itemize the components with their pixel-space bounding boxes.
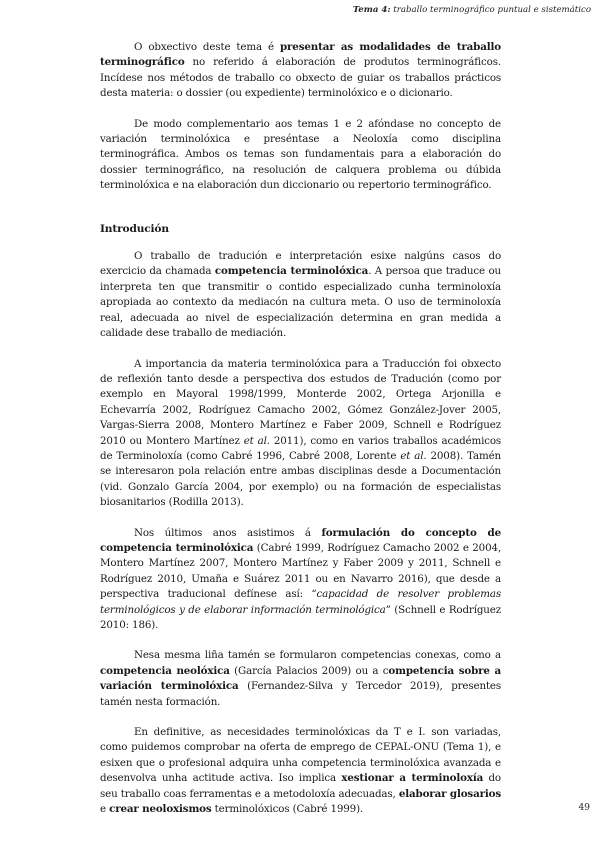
paragraph-objective: O obxectivo deste tema é presentar as modalidades de traballo terminográfico no referido á elaboración de produtos terminográficos. Incídese nos métodos de traballo co obxecto de guiar os traballos prácticos desta materia: o dossier (ou expediente) terminolóxico e o dicionario. <box>100 41 501 100</box>
paragraph-competence: O traballo de tradución e interpretación esixe nalgúns casos do exercicio da chamada competencia terminolóxica. A persoa que traduce ou interpreta ten que transmitir o contido especializado cunha terminoloxía apropiada ao contexto da mediacón na cultura meta. O uso de terminoloxía real, adecuada ao nivel de especialización determina en gran medida a calidade dese traballo de mediación. <box>100 250 501 340</box>
paragraph-formulation: Nos últimos anos asistimos á formulación do concepto de competencia terminolóxica (Cabré 1999, Rodríguez Camacho 2002 e 2004, Montero Martínez 2007, Montero Martínez y Faber 2009 y 2011, Schnell e Rodríguez 2010, Umaña e Suárez 2011 ou en Navarro 2016), que desde a perspectiva traducional defínese así: “capacidad de resolver problemas terminológicos y de elaborar información terminológica” (Schnell e Rodríguez 2010: 186). <box>100 526 501 631</box>
bold-phrase: xestionar a terminoloxía <box>341 772 484 785</box>
bold-phrase: elaborar glosarios <box>398 787 501 800</box>
bold-phrase: presentar as modalidades de traballo terminográfico <box>100 41 501 69</box>
header-label: Tema 4: <box>352 5 391 15</box>
paragraph-importance: A importancia da materia terminolóxica para a Traducción foi obxecto de reflexión tanto desde a perspectiva dos estudos de Tradución (como por exemplo en Mayoral 1998/1999, Monterde 2002, Ortega Arjonilla e Echevarría 2002, Rodríguez Camacho 2002, Gómez González-Jover 2005, Vargas-Sierra 2008, Montero Martínez e Faber 2009, Schnell e Rodríguez 2010 ou Montero Martínez et al. 2011), como en varios traballos académicos de Terminoloxía (como Cabré 1996, Cabré 2008, Lorente et al. 2008). Tamén se interesaron pola relación entre ambas disciplinas desde a Documentación (vid. Gonzalo García 2004, por exemplo) ou na formación de especialistas biosanitarios (Rodilla 2013). <box>100 357 502 509</box>
bold-phrase: formulación do concepto de competencia terminolóxica <box>100 526 501 554</box>
bold-phrase: ompetencia sobre a variación terminolóxica <box>100 664 501 693</box>
bold-phrase: competencia neolóxica <box>100 664 230 677</box>
paragraph-related-competences: Nesa mesma liña tamén se formularon competencias conexas, como a competencia neolóxica (García Palacios 2009) ou a competencia sobre a variación terminolóxica (Fernandez-Silva y Tercedor 2019), presentes tamén nesta formación. <box>100 649 502 708</box>
header-topic: traballo terminográfico puntual e sistemático <box>393 5 591 15</box>
paragraph-conclusion: En definitive, as necesidades terminolóxicas da T e I. son variadas, como puidemos comprobar na oferta de emprego de CEPAL-ONU (Tema 1), e esixen que o profesional adquira unha competencia terminolóxica avanzada e desenvolva unha actitude activa. Iso implica xestionar a terminoloxía do seu traballo coas ferramentas e a metodoloxía adecuadas, elaborar glosarios e crear neoloxismos terminolóxicos (Cabré 1999). <box>100 726 501 816</box>
page-number: 49 <box>578 803 590 813</box>
body-text <box>100 40 501 831</box>
paragraph-complementary: De modo complementario aos temas 1 e 2 afóndase no concepto de variación terminolóxica e preséntase a Neoloxía como disciplina terminográfica. Ambos os temas son fundamentais para a elaboración do dossier terminográfico, na resolución de calquera problema ou dúbida terminolóxica e na elaboración dun diccionario ou repertorio terminográfico. <box>100 117 501 192</box>
bold-phrase: competencia terminolóxica <box>214 265 369 278</box>
running-header <box>353 5 591 15</box>
bold-phrase: crear neoloxismos <box>109 803 212 816</box>
definition-quote: capacidad de resolver problemas terminológicos y de elaborar información terminológica <box>100 588 501 616</box>
section-heading: Introdución <box>100 222 169 235</box>
